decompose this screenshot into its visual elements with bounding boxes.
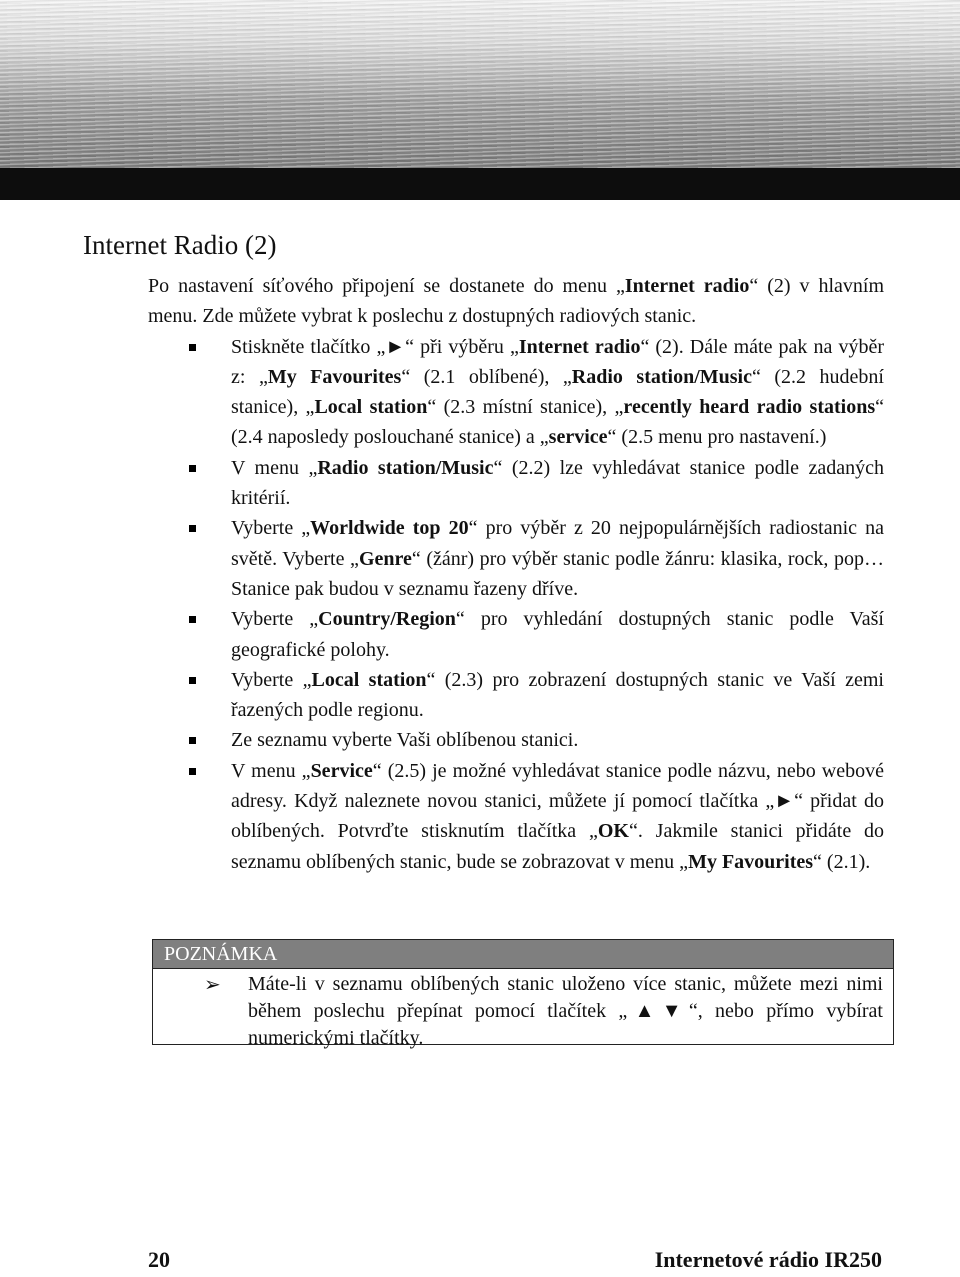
square-bullet-icon — [189, 465, 196, 472]
list-item — [148, 665, 884, 726]
item-text: Vyberte „ — [231, 517, 311, 540]
item-text: V menu „ — [231, 759, 311, 782]
item-bold: Worldwide top 20 — [310, 517, 469, 540]
product-name: Internetové rádio IR250 — [654, 1247, 882, 1272]
item-text: “ (2.5) je možné vyhledávat stanice podle názvu, nebo webové adresy. Když naleznete novou stanici, můžete jí pomocí tlačítka „►“ přidat do oblíbených. Potvrďte stisknutím tlačítka „ — [231, 759, 884, 843]
square-bullet-icon — [189, 737, 196, 744]
item-text: Vyberte „ — [231, 668, 312, 691]
note-text: Máte-li v seznamu oblíbených stanic uloženo více stanic, můžete mezi nimi během poslechu přepínat pomocí tlačítek „▲▼“, nebo přímo vybírat numerickými tlačítky. — [248, 973, 883, 1049]
square-bullet-icon — [189, 616, 196, 623]
header-bar — [0, 168, 960, 200]
item-text: “ (2). Dále máte pak na výběr z: „ — [231, 335, 884, 388]
item-bold: Service — [310, 759, 373, 782]
bullet-list — [148, 332, 884, 877]
intro-bold: Internet radio — [624, 275, 750, 297]
list-item — [148, 604, 884, 665]
item-bold: Radio station/Music — [571, 365, 752, 388]
item-text: “ (2.3 místní stanice), „ — [427, 396, 624, 419]
list-item — [148, 756, 884, 877]
intro-text: Po nastavení síťového připojení se dostanete do menu „ — [148, 275, 625, 297]
arrow-bullet-icon: ➢ — [204, 972, 221, 996]
item-text: Vyberte „ — [231, 608, 319, 631]
list-item — [148, 332, 884, 453]
list-item — [148, 725, 884, 755]
list-item — [148, 513, 884, 604]
item-bold: Local station — [311, 668, 427, 691]
item-text: “ (2.3) pro zobrazení dostupných stanic ve Vaší zemi řazených podle regionu. — [231, 668, 884, 722]
item-text: “. Jakmile stanici přidáte do seznamu oblíbených stanic, bude se zobrazovat v menu „ — [231, 820, 884, 873]
intro-paragraph — [148, 271, 884, 332]
item-text: “ (2.5 menu pro nastavení.) — [607, 426, 827, 449]
item-bold: My Favourites — [267, 365, 402, 388]
note-box — [152, 939, 894, 1049]
item-bold: Radio station/Music — [317, 456, 494, 479]
item-text: “ (2.4 naposledy poslouchané stanice) a „ — [231, 396, 884, 449]
square-bullet-icon — [189, 677, 196, 684]
item-bold: recently heard radio stations — [623, 396, 876, 419]
item-text: Ze seznamu vyberte Vaši oblíbenou stanici. — [231, 729, 579, 752]
item-text: “ (2.2) lze vyhledávat stanice podle zadaných kritérií. — [231, 456, 884, 510]
item-text: “ (2.1). — [813, 850, 871, 873]
item-bold: service — [548, 426, 608, 449]
page-number: 20 — [148, 1247, 170, 1272]
item-text: “ pro vyhledání dostupných stanic podle Vaší geografické polohy. — [231, 608, 884, 661]
item-bold: OK — [597, 820, 629, 843]
main-content — [148, 271, 884, 877]
item-text: “ (žánr) pro výběr stanic podle žánru: klasika, rock, pop… Stanice pak budou v seznamu řazeny dříve. — [231, 547, 884, 600]
square-bullet-icon — [189, 344, 196, 351]
item-bold: My Favourites — [688, 850, 814, 873]
item-text: “ (2.2 hudební stanice), „ — [231, 365, 884, 419]
item-text: “ pro výběr z 20 nejpopulárnějších radiostanic na světě. Vyberte „ — [231, 517, 884, 570]
item-text: Stiskněte tlačítko „►“ při výběru „ — [231, 335, 519, 358]
list-item — [148, 453, 884, 514]
item-bold: Local station — [314, 396, 428, 419]
header-banner — [0, 0, 960, 168]
item-bold: Internet radio — [518, 335, 641, 358]
item-bold: Country/Region — [318, 608, 456, 631]
square-bullet-icon — [189, 768, 196, 775]
item-text: V menu „ — [231, 456, 318, 479]
note-item — [153, 969, 893, 1052]
note-title: POZNÁMKA — [153, 940, 893, 969]
section-title: Internet Radio (2) — [83, 230, 277, 260]
intro-text: “ (2) v hlavním menu. Zde můžete vybrat k poslechu z dostupných radiových stanic. — [148, 275, 884, 328]
item-text: “ (2.1 oblíbené), „ — [401, 365, 572, 388]
item-bold: Genre — [358, 547, 412, 570]
square-bullet-icon — [189, 525, 196, 532]
